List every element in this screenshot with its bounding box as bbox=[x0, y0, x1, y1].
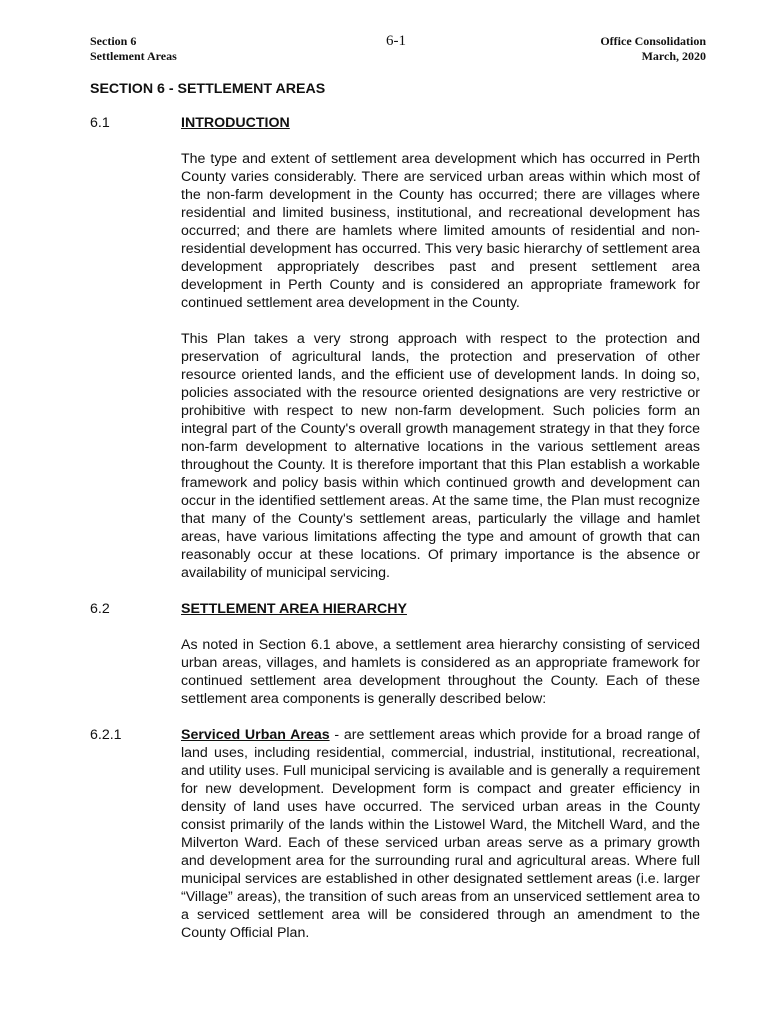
section-title: SECTION 6 - SETTLEMENT AREAS bbox=[90, 81, 326, 97]
subsection-heading: INTRODUCTION bbox=[181, 115, 290, 131]
subsection-6-2-1 bbox=[90, 726, 700, 942]
header-consolidation bbox=[600, 34, 706, 64]
paragraph: As noted in Section 6.1 above, a settlement area hierarchy consisting of serviced urban areas, villages, and hamlets is considered as an appropriate framework for continued settlement area development throughout the County. Each of these settlement area components is generally described below: bbox=[181, 637, 700, 707]
header-consolidation-label: Office Consolidation bbox=[600, 34, 706, 48]
definition-paragraph bbox=[181, 726, 700, 942]
header-consolidation-date: March, 2020 bbox=[641, 49, 706, 63]
subsection-6-2-heading bbox=[90, 600, 700, 618]
header-section-label bbox=[90, 34, 177, 64]
header-section-name: Settlement Areas bbox=[90, 49, 177, 63]
header-section-number: Section 6 bbox=[90, 34, 137, 48]
subsection-number: 6.2 bbox=[90, 601, 110, 617]
subsection-number: 6.1 bbox=[90, 115, 110, 131]
paragraph: The type and extent of settlement area development which has occurred in Perth County varies considerably. There are serviced urban areas within which most of the non-farm development in the County has occurred; there are villages where residential and limited business, institutional, and recreational development has occurred; and there are hamlets where limited amounts of residential and non-residential development has occurred. This very basic hierarchy of settlement area development appropriately describes past and present settlement area development in Perth County and is considered an appropriate framework for continued settlement area development in the County. bbox=[181, 151, 700, 311]
subsection-number: 6.2.1 bbox=[90, 727, 122, 743]
paragraph: This Plan takes a very strong approach with respect to the protection and preservation of agricultural lands, the protection and preservation of other resource oriented lands, and the efficient use of development lands. In doing so, policies associated with the resource oriented designations are very restrictive or prohibitive with respect to new non-farm development. Such policies form an integral part of the County's overall growth management strategy in that they force non-farm development to alternative locations in the various settlement areas throughout the County. It is therefore important that this Plan establish a workable framework and policy basis within which continued growth and development can occur in the identified settlement areas. At the same time, the Plan must recognize that many of the County's settlement areas, particularly the village and hamlet areas, have various limitations affecting the type and amount of growth that can reasonably occur at these locations. Of primary importance is the absence or availability of municipal servicing. bbox=[181, 331, 700, 581]
definition-text: - are settlement areas which provide for a broad range of land uses, including residential, commercial, industrial, institutional, recreational, and utility uses. Full municipal servicing is available and is generally a requirement for new development. Development form is compact and greater efficiency in density of land uses have occurred. The serviced urban areas in the County consist primarily of the lands within the Listowel Ward, the Mitchell Ward, and the Milverton Ward. Each of these serviced urban areas serve as a primary growth and development area for the surrounding rural and agricultural areas. Where full municipal services are established in other designated settlement areas (i.e. larger “Village” areas), the transition of such areas from an unserviced settlement area to a serviced settlement area will be considered through an amendment to the County Official Plan. bbox=[181, 727, 700, 941]
defined-term: Serviced Urban Areas bbox=[181, 727, 330, 743]
page-number: 6-1 bbox=[386, 33, 406, 49]
document-body bbox=[90, 80, 700, 942]
subsection-6-1-heading bbox=[90, 114, 700, 132]
subsection-heading: SETTLEMENT AREA HIERARCHY bbox=[181, 601, 407, 617]
page-header bbox=[90, 34, 706, 68]
